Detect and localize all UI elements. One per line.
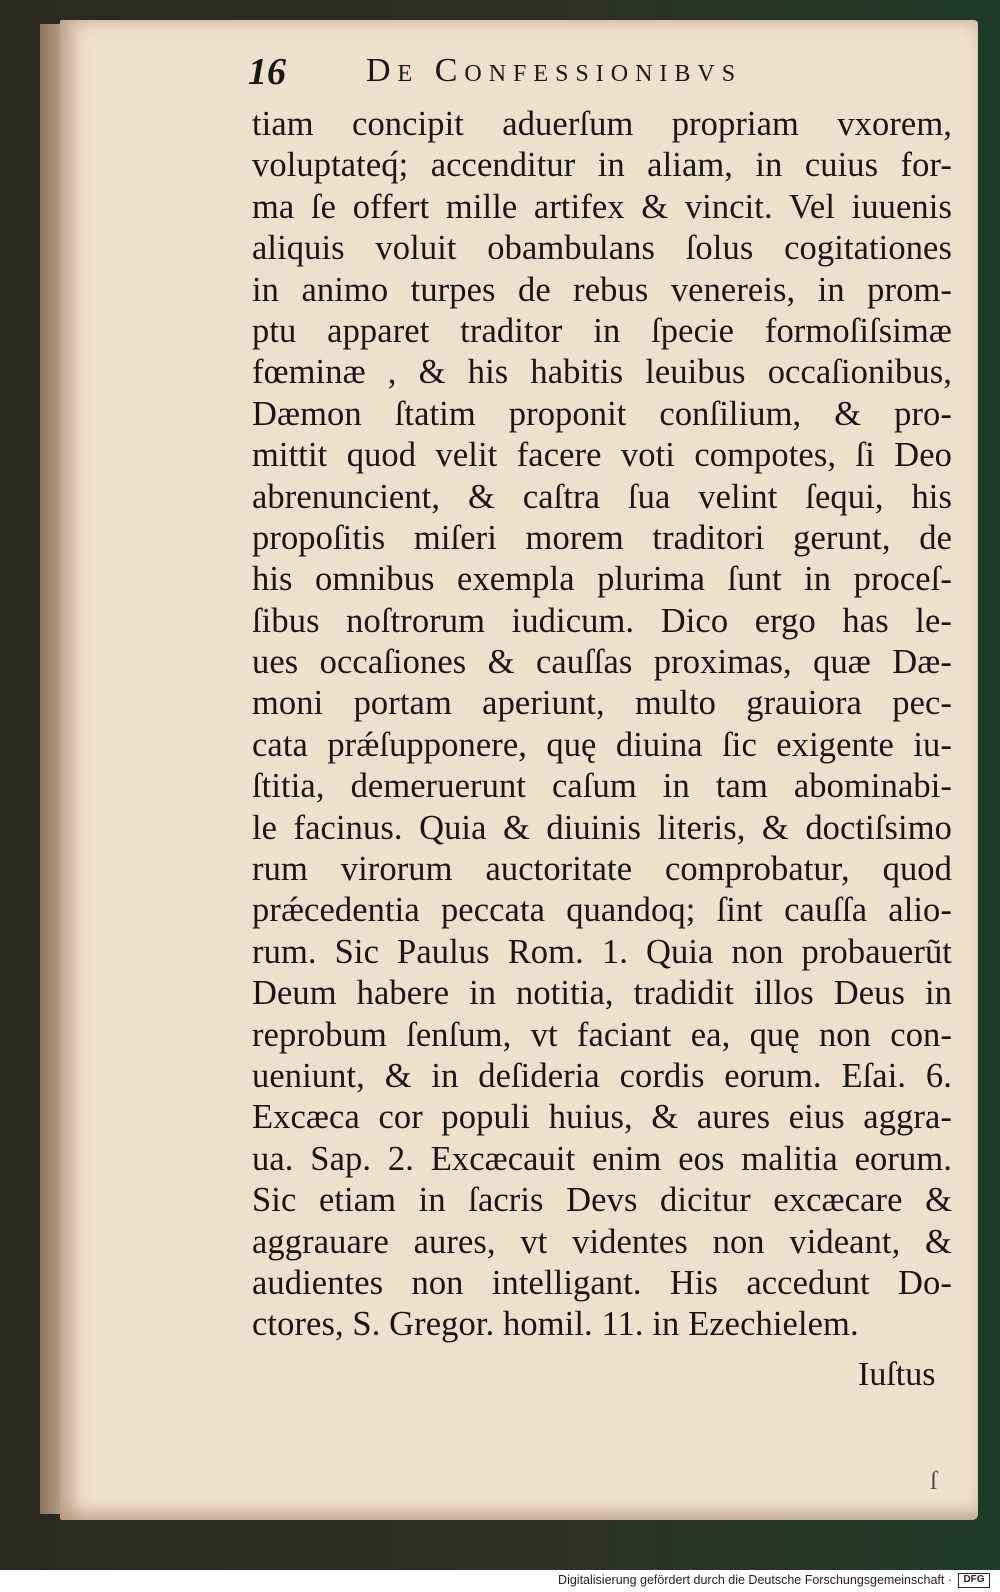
- text-line: voluptateq́; accenditur in aliam, in cuius for-: [252, 146, 952, 185]
- text-line: ues occaſiones & cauſſas proximas, quæ Dæ-: [252, 643, 952, 682]
- text-line: in animo turpes de rebus venereis, in prom-: [252, 270, 952, 309]
- text-line: fœminæ , & his habitis leuibus occaſionibus,: [252, 353, 952, 392]
- margin-mark: ſ: [930, 1466, 938, 1495]
- text-line: rum. Sic Paulus Rom. 1. Quia non probauerũt: [252, 932, 952, 971]
- text-line: ma ſe offert mille artifex & vincit. Vel iuuenis: [252, 187, 952, 226]
- text-line: Deum habere in notitia, tradidit illos Deus in: [252, 974, 952, 1013]
- text-line: Sic etiam in ſacris Devs dicitur excæcare &: [252, 1181, 952, 1220]
- text-line: ſibus noſtrorum iudicum. Dico ergo has le-: [252, 601, 952, 640]
- text-line: ua. Sap. 2. Excæcauit enim eos malitia eorum.: [252, 1139, 952, 1178]
- text-line: tiam concipit aduerſum propriam vxorem,: [252, 105, 952, 143]
- text-line: rum virorum auctoritate comprobatur, quod: [252, 850, 952, 889]
- text-line: Excæca cor populi huius, & aures eius aggra-: [252, 1098, 952, 1137]
- text-line: propoſitis miſeri morem traditori gerunt, de: [252, 518, 952, 557]
- text-line: mittit quod velit facere voti compotes, ſi Deo: [252, 436, 952, 475]
- running-title: De Confessionibvs: [366, 52, 743, 89]
- catchword: Iuſtus: [858, 1356, 936, 1393]
- text-line: ueniunt, & in deſideria cordis eorum. Eſai. 6.: [252, 1056, 952, 1095]
- dfg-logo: DFG: [958, 1573, 990, 1588]
- text-line: reprobum ſenſum, vt faciant ea, quę non con-: [252, 1015, 952, 1054]
- text-line: his omnibus exempla plurima ſunt in proceſ-: [252, 560, 952, 599]
- text-line: moni portam aperiunt, multo grauiora pec-: [252, 684, 952, 723]
- text-line: Dæmon ſtatim proponit conſilium, & pro-: [252, 394, 952, 433]
- funding-credit: Digitalisierung gefördert durch die Deutsche Forschungsgemeinschaft ·: [558, 1573, 952, 1587]
- text-line: abrenuncient, & caſtra ſua velint ſequi, his: [252, 477, 952, 516]
- digitization-footer: [0, 1570, 1000, 1592]
- text-line: aliquis voluit obambulans ſolus cogitationes: [252, 229, 952, 268]
- text-line: ſtitia, demeruerunt caſum in tam abominabi-: [252, 767, 952, 806]
- page-header: [248, 50, 848, 100]
- text-line: prǽcedentia peccata quandoq; ſint cauſſa alio-: [252, 891, 952, 930]
- text-line: cata prǽſupponere, quę diuina ſic exigente iu-: [252, 725, 952, 764]
- text-line: audientes non intelligant. His accedunt Do-: [252, 1263, 952, 1302]
- body-text: [252, 104, 952, 1346]
- page-number: 16: [248, 51, 286, 93]
- text-line: ctores, S. Gregor. homil. 11. in Ezechielem.: [252, 1305, 859, 1344]
- text-line: le facinus. Quia & diuinis literis, & doctiſsimo: [252, 808, 952, 847]
- text-line: aggrauare aures, vt videntes non videant, &: [252, 1222, 952, 1261]
- text-line: ptu apparet traditor in ſpecie formoſiſsimæ: [252, 311, 952, 350]
